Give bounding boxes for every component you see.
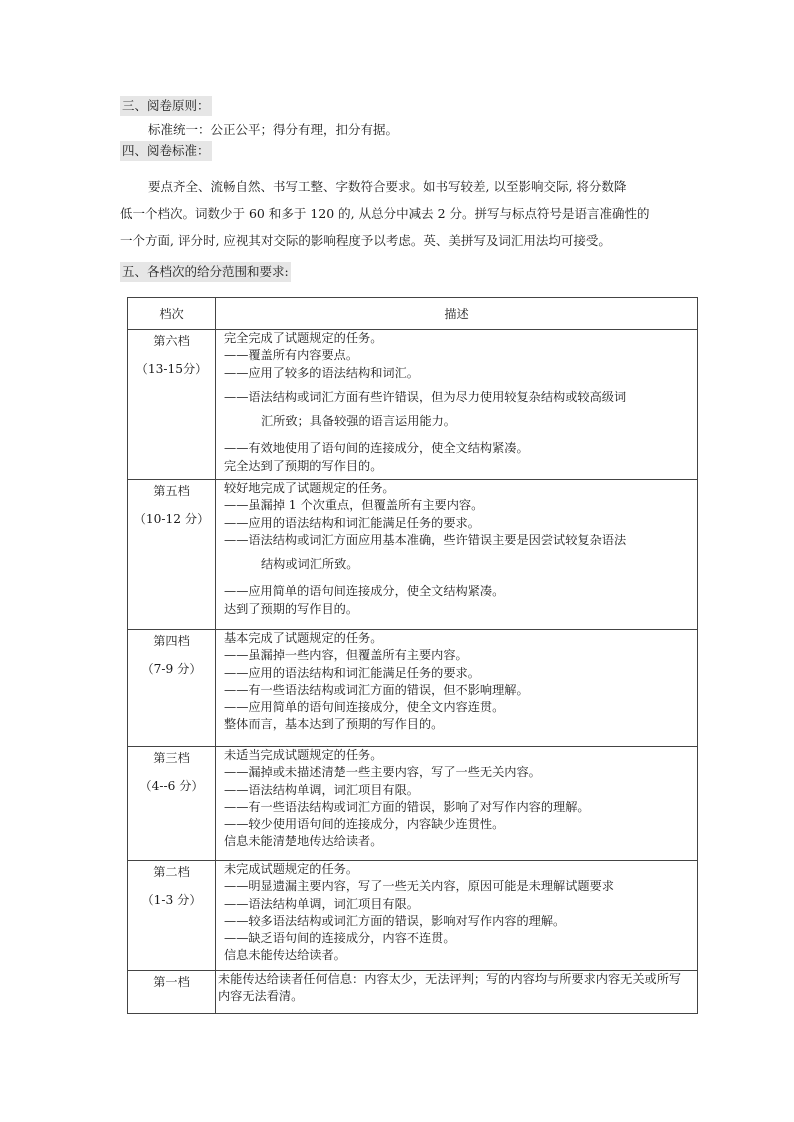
header-description: 描述 <box>216 298 698 330</box>
description-cell <box>216 330 698 480</box>
desc-line: ——语法结构或词汇方面有些许错误，但为尽力使用较复杂结构或较高级词 <box>224 389 627 404</box>
level-name: 第三档 <box>153 751 190 765</box>
desc-line: ——较少使用语句间的连接成分，内容缺少连贯性。 <box>224 817 505 832</box>
desc-line: 结构或词汇所致。 <box>261 557 359 572</box>
desc-line: ——语法结构单调，词汇项目有限。 <box>224 782 419 797</box>
description-cell <box>216 480 698 630</box>
level-range: （7-9 分） <box>141 662 202 676</box>
desc-line: 信息未能清楚地传达给读者。 <box>224 834 383 849</box>
level-range: （10-12 分） <box>133 512 210 526</box>
level-cell <box>128 861 216 971</box>
desc-line: ——有一些语法结构或词汇方面的错误，影响了对写作内容的理解。 <box>224 799 590 814</box>
desc-line: ——漏掉或未描述清楚一些主要内容，写了一些无关内容。 <box>224 765 541 780</box>
table-row <box>128 480 698 630</box>
desc-line: ——明显遗漏主要内容，写了一些无关内容，原因可能是未理解试题要求 <box>224 879 614 894</box>
section-4-line-3: 一个方面, 评分时, 应视其对交际的影响程度予以考虑。英、美拼写及词汇用法均可接受。 <box>120 233 611 248</box>
desc-line: ——应用的语法结构和词汇能满足任务的要求。 <box>224 515 480 530</box>
desc-line: 未适当完成试题规定的任务。 <box>224 748 383 762</box>
section-5-heading: 五、各档次的给分范围和要求: <box>120 262 291 282</box>
level-range: （4--6 分） <box>139 779 204 793</box>
desc-line: 达到了预期的写作目的。 <box>224 601 359 616</box>
desc-line: ——缺乏语句间的连接成分，内容不连贯。 <box>224 931 456 946</box>
desc-line: ——语法结构或词汇方面应用基本准确，些许错误主要是因尝试较复杂语法 <box>224 532 627 547</box>
table-header-row <box>128 298 698 330</box>
section-4-line-1: 要点齐全、流畅自然、书写工整、字数符合要求。如书写较差, 以至影响交际, 将分数降 <box>148 179 627 194</box>
desc-line: ——应用的语法结构和词汇能满足任务的要求。 <box>224 665 480 680</box>
grading-table <box>127 297 698 1014</box>
level-cell <box>128 630 216 747</box>
level-cell <box>128 330 216 480</box>
desc-line: ——应用简单的语句间连接成分，使全文结构紧凑。 <box>224 584 505 599</box>
level-name: 第二档 <box>153 865 190 879</box>
section-4-line-2: 低一个档次。词数少于 60 和多于 120 的, 从总分中减去 2 分。拼写与标点符号是语言准确性的 <box>120 206 650 221</box>
desc-line: ——有效地使用了语句间的连接成分，使全文结构紧凑。 <box>224 441 529 456</box>
description-cell <box>216 747 698 861</box>
description-cell <box>216 630 698 747</box>
desc-line: ——语法结构单调，词汇项目有限。 <box>224 896 419 911</box>
desc-line: 基本完成了试题规定的任务。 <box>224 631 383 645</box>
desc-line: 完全达到了预期的写作目的。 <box>224 458 383 473</box>
table-row <box>128 747 698 861</box>
level-range: （13-15分） <box>135 362 208 376</box>
desc-line: 完全完成了试题规定的任务。 <box>224 331 383 345</box>
header-level: 档次 <box>128 298 216 330</box>
level-cell <box>128 971 216 1014</box>
description-cell <box>216 861 698 971</box>
desc-line: 汇所致；具备较强的语言运用能力。 <box>261 414 456 429</box>
desc-line: 未能传达给读者任何信息：内容太少，无法评判；写的内容均与所要求内容无关或所写内容无法看清。 <box>218 972 682 1004</box>
desc-line: ——虽漏掉 1 个次重点，但覆盖所有主要内容。 <box>224 498 484 513</box>
desc-line: ——较多语法结构或词汇方面的错误，影响对写作内容的理解。 <box>224 913 566 928</box>
level-range: （1-3 分） <box>141 893 202 907</box>
table-row <box>128 861 698 971</box>
desc-line: ——有一些语法结构或词汇方面的错误，但不影响理解。 <box>224 682 529 697</box>
description-cell <box>216 971 698 1014</box>
desc-line: 整体而言，基本达到了预期的写作目的。 <box>224 717 444 732</box>
desc-line: ——应用了较多的语法结构和词汇。 <box>224 365 419 380</box>
desc-line: 信息未能传达给读者。 <box>224 948 346 963</box>
desc-line: ——覆盖所有内容要点。 <box>224 348 359 363</box>
level-name: 第一档 <box>153 975 190 989</box>
level-name: 第四档 <box>153 634 190 648</box>
table-row <box>128 971 698 1014</box>
section-3-heading: 三、阅卷原则： <box>120 96 212 116</box>
desc-line: 较好地完成了试题规定的任务。 <box>224 481 395 495</box>
level-cell <box>128 747 216 861</box>
section-4-heading: 四、阅卷标准： <box>120 141 212 161</box>
level-name: 第五档 <box>153 484 190 498</box>
table-row <box>128 630 698 747</box>
desc-line: ——应用简单的语句间连接成分，使全文内容连贯。 <box>224 700 505 715</box>
desc-line: 未完成试题规定的任务。 <box>224 862 359 876</box>
section-3-text: 标准统一：公正公平；得分有理，扣分有据。 <box>148 122 399 137</box>
level-name: 第六档 <box>153 334 190 348</box>
table-row <box>128 330 698 480</box>
desc-line: ——虽漏掉一些内容，但覆盖所有主要内容。 <box>224 648 468 663</box>
level-cell <box>128 480 216 630</box>
